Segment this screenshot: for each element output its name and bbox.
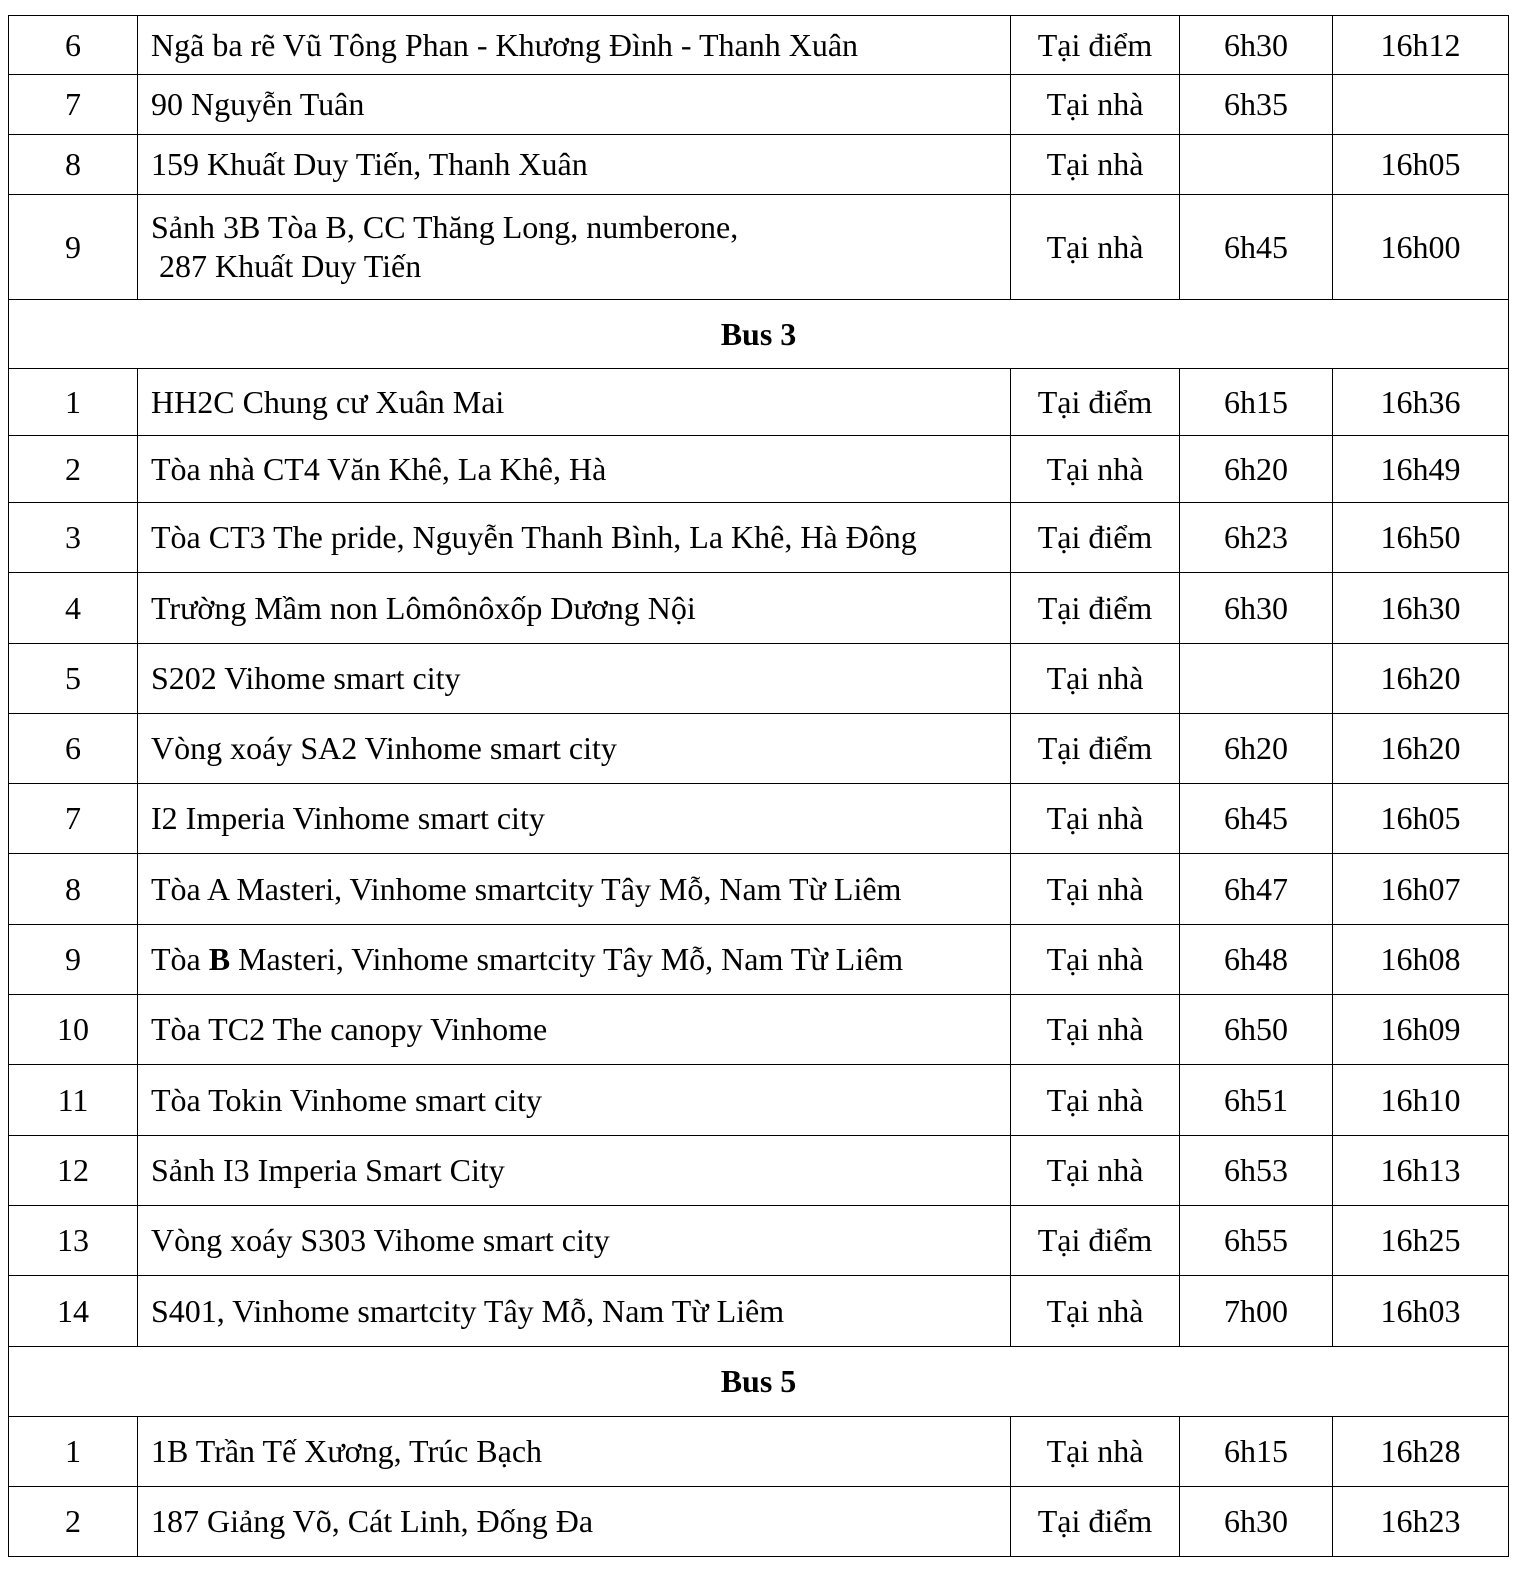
morning-time-cell: 6h30 [1180,1487,1333,1557]
morning-time-cell: 6h15 [1180,1417,1333,1487]
morning-time-cell: 6h45 [1180,195,1333,300]
address-line: S401, Vinhome smartcity Tây Mỗ, Nam Từ Liêm [151,1292,785,1329]
morning-time-cell: 6h55 [1180,1206,1333,1276]
address-line: I2 Imperia Vinhome smart city [151,800,545,836]
bus-schedule-table [8,15,1509,1557]
table-row [9,925,1509,995]
table-row [9,16,1509,75]
stop-number-cell: 2 [9,436,138,503]
morning-time-cell: 6h47 [1180,854,1333,925]
table-row [9,1487,1509,1557]
address-line: 159 Khuất Duy Tiến, Thanh Xuân [151,146,588,182]
afternoon-time-cell: 16h20 [1333,714,1509,784]
afternoon-time-cell: 16h08 [1333,925,1509,995]
table-row [9,135,1509,195]
address-line: Ngã ba rẽ Vũ Tông Phan - Khương Đình - Thanh Xuân [151,26,859,63]
stop-address-cell [138,714,1011,784]
afternoon-time-cell: 16h30 [1333,573,1509,644]
table-row [9,1417,1509,1487]
afternoon-time-cell: 16h12 [1333,16,1509,75]
afternoon-time-cell: 16h49 [1333,436,1509,503]
address-line: 287 Khuất Duy Tiến [159,248,422,284]
address-line: Sảnh I3 Imperia Smart City [151,1152,505,1188]
address-line: Tòa A Masteri, Vinhome smartcity Tây Mỗ, Nam Từ Liêm [151,870,902,907]
pickup-type-cell: Tại nhà [1011,1065,1180,1136]
stop-address-cell [138,995,1011,1065]
stop-number-cell: 7 [9,75,138,135]
afternoon-time-cell: 16h03 [1333,1276,1509,1347]
address-line: Trường Mầm non Lômônôxốp Dương Nội [151,589,696,626]
morning-time-cell: 6h50 [1180,995,1333,1065]
bus-group-title: Bus 5 [9,1347,1509,1417]
pickup-type-cell: Tại điểm [1011,1487,1180,1557]
stop-address-cell [138,1065,1011,1136]
table-row [9,75,1509,135]
pickup-type-cell: Tại điểm [1011,16,1180,75]
table-row [9,1136,1509,1206]
morning-time-cell: 6h30 [1180,16,1333,75]
address-line: 1B Trần Tế Xương, Trúc Bạch [151,1433,543,1469]
afternoon-time-cell: 16h13 [1333,1136,1509,1206]
table-body [9,16,1509,1557]
stop-number-cell: 9 [9,925,138,995]
morning-time-cell: 6h20 [1180,436,1333,503]
stop-address-cell [138,1417,1011,1487]
stop-address-cell [138,925,1011,995]
morning-time-cell: 6h30 [1180,573,1333,644]
address-line: S202 Vihome smart city [151,660,461,696]
stop-address-cell [138,573,1011,644]
table-row [9,644,1509,714]
stop-number-cell: 3 [9,503,138,573]
bus-group-row [9,1347,1509,1417]
morning-time-cell: 6h53 [1180,1136,1333,1206]
stop-number-cell: 13 [9,1206,138,1276]
stop-number-cell: 1 [9,1417,138,1487]
stop-address-cell [138,503,1011,573]
stop-number-cell: 8 [9,135,138,195]
morning-time-cell: 6h23 [1180,503,1333,573]
afternoon-time-cell: 16h50 [1333,503,1509,573]
address-line: 187 Giảng Võ, Cát Linh, Đống Đa [151,1503,594,1539]
stop-number-cell: 12 [9,1136,138,1206]
stop-number-cell: 8 [9,854,138,925]
pickup-type-cell: Tại nhà [1011,1276,1180,1347]
morning-time-cell: 6h45 [1180,784,1333,854]
pickup-type-cell: Tại điểm [1011,714,1180,784]
pickup-type-cell: Tại điểm [1011,573,1180,644]
address-line: HH2C Chung cư Xuân Mai [151,383,505,420]
bus-group-title: Bus 3 [9,300,1509,369]
pickup-type-cell: Tại điểm [1011,369,1180,436]
morning-time-cell: 6h15 [1180,369,1333,436]
afternoon-time-cell: 16h09 [1333,995,1509,1065]
pickup-type-cell: Tại nhà [1011,854,1180,925]
address-line: 90 Nguyễn Tuân [151,86,365,122]
address-line: Tòa Tokin Vinhome smart city [151,1081,543,1118]
table-row [9,784,1509,854]
stop-number-cell: 7 [9,784,138,854]
afternoon-time-cell: 16h20 [1333,644,1509,714]
stop-number-cell: 14 [9,1276,138,1347]
stop-address-cell [138,16,1011,75]
stop-number-cell: 6 [9,714,138,784]
stop-address-cell [138,1487,1011,1557]
afternoon-time-cell: 16h23 [1333,1487,1509,1557]
address-text-part: B [208,941,231,977]
pickup-type-cell: Tại nhà [1011,1136,1180,1206]
pickup-type-cell: Tại điểm [1011,1206,1180,1276]
stop-address-cell [138,369,1011,436]
address-line: Sảnh 3B Tòa B, CC Thăng Long, numberone, [151,209,739,245]
address-text-part: Tòa [151,941,209,977]
stop-number-cell: 2 [9,1487,138,1557]
afternoon-time-cell: 16h05 [1333,784,1509,854]
stop-number-cell: 11 [9,1065,138,1136]
pickup-type-cell: Tại nhà [1011,925,1180,995]
stop-address-cell [138,1276,1011,1347]
afternoon-time-cell: 16h25 [1333,1206,1509,1276]
pickup-type-cell: Tại nhà [1011,75,1180,135]
morning-time-cell: 6h20 [1180,714,1333,784]
address-line: Vòng xoáy S303 Vihome smart city [151,1222,610,1258]
table-row [9,436,1509,503]
address-text-part: Masteri, Vinhome smartcity Tây Mỗ, Nam Từ Liêm [230,941,904,977]
stop-address-cell [138,75,1011,135]
afternoon-time-cell: 16h07 [1333,854,1509,925]
afternoon-time-cell: 16h10 [1333,1065,1509,1136]
table-row [9,195,1509,300]
afternoon-time-cell: 16h28 [1333,1417,1509,1487]
stop-address-cell [138,135,1011,195]
stop-address-cell [138,195,1011,300]
stop-number-cell: 9 [9,195,138,300]
pickup-type-cell: Tại nhà [1011,1417,1180,1487]
morning-time-cell: 7h00 [1180,1276,1333,1347]
schedule-document [8,15,1508,1557]
pickup-type-cell: Tại nhà [1011,436,1180,503]
stop-number-cell: 6 [9,16,138,75]
morning-time-cell: 6h51 [1180,1065,1333,1136]
morning-time-cell: 6h48 [1180,925,1333,995]
stop-number-cell: 10 [9,995,138,1065]
table-row [9,1206,1509,1276]
bus-group-row [9,300,1509,369]
stop-address-cell [138,1136,1011,1206]
stop-number-cell: 1 [9,369,138,436]
morning-time-cell: 6h35 [1180,75,1333,135]
pickup-type-cell: Tại nhà [1011,995,1180,1065]
table-row [9,369,1509,436]
stop-number-cell: 5 [9,644,138,714]
afternoon-time-cell: 16h00 [1333,195,1509,300]
stop-number-cell: 4 [9,573,138,644]
address-line: Tòa CT3 The pride, Nguyễn Thanh Bình, La Khê, Hà Đông [151,519,917,555]
stop-address-cell [138,1206,1011,1276]
pickup-type-cell: Tại nhà [1011,784,1180,854]
pickup-type-cell: Tại điểm [1011,503,1180,573]
pickup-type-cell: Tại nhà [1011,135,1180,195]
morning-time-cell [1180,135,1333,195]
table-row [9,714,1509,784]
table-row [9,1065,1509,1136]
table-row [9,573,1509,644]
table-row [9,854,1509,925]
afternoon-time-cell: 16h05 [1333,135,1509,195]
afternoon-time-cell [1333,75,1509,135]
pickup-type-cell: Tại nhà [1011,644,1180,714]
stop-address-cell [138,784,1011,854]
pickup-type-cell: Tại nhà [1011,195,1180,300]
stop-address-cell [138,644,1011,714]
afternoon-time-cell: 16h36 [1333,369,1509,436]
table-row [9,503,1509,573]
table-row [9,1276,1509,1347]
morning-time-cell [1180,644,1333,714]
address-line: Tòa nhà CT4 Văn Khê, La Khê, Hà [151,450,607,487]
address-line: Vòng xoáy SA2 Vinhome smart city [151,730,617,766]
stop-address-cell [138,436,1011,503]
stop-address-cell [138,854,1011,925]
table-row [9,995,1509,1065]
address-line: Tòa TC2 The canopy Vinhome [151,1011,548,1047]
